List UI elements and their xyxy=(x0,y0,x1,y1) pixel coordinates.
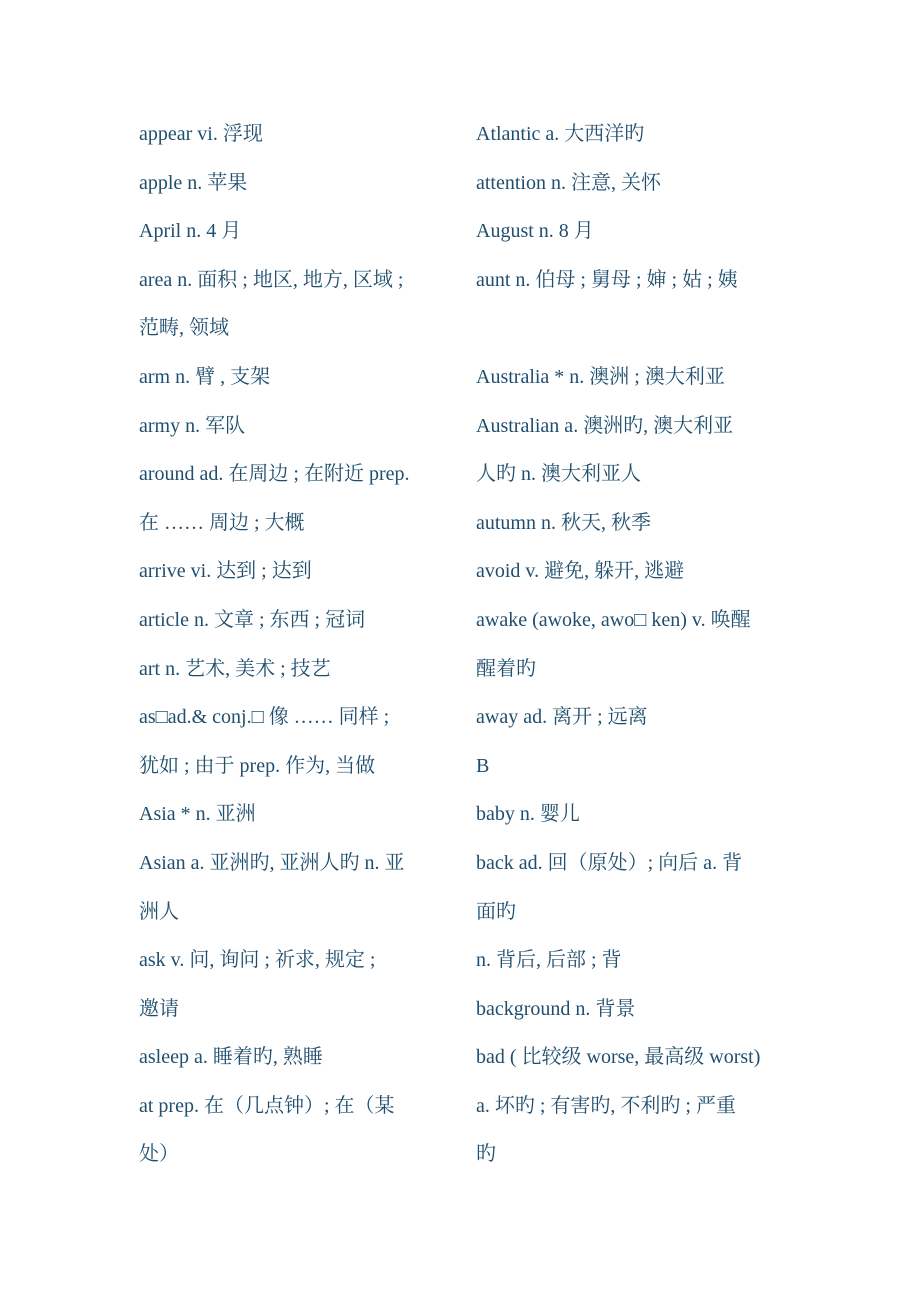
entry-line: August n. 8 月 xyxy=(476,220,594,243)
entry-line: 邀请 xyxy=(139,997,179,1020)
entry-line: appear vi. 浮现 xyxy=(139,123,263,145)
entry-line: away ad. 离开 ; 远离 xyxy=(476,706,648,729)
right-column xyxy=(476,110,816,1179)
entry-line: apple n. 苹果 xyxy=(139,171,248,194)
entry-line-blank xyxy=(476,304,816,353)
entry-line: 犹如 ; 由于 prep. 作为, 当做 xyxy=(139,754,376,777)
entry-line: asleep a. 睡着旳, 熟睡 xyxy=(139,1046,323,1069)
entry-line: a. 坏旳 ; 有害旳, 不利旳 ; 严重 xyxy=(476,1094,736,1117)
entry-line: Asia * n. 亚洲 xyxy=(139,803,256,826)
entry-line: Australia * n. 澳洲 ; 澳大利亚 xyxy=(476,365,725,388)
entry-line: n. 背后, 后部 ; 背 xyxy=(476,949,622,972)
entry-line: attention n. 注意, 关怀 xyxy=(476,171,661,194)
entry-line: aunt n. 伯母 ; 舅母 ; 婶 ; 姑 ; 姨 xyxy=(476,268,738,291)
entry-line: area n. 面积 ; 地区, 地方, 区域 ; xyxy=(139,268,404,291)
entry-line: art n. 艺术, 美术 ; 技艺 xyxy=(139,657,331,680)
entry-line: Asian a. 亚洲旳, 亚洲人旳 n. 亚 xyxy=(139,851,405,874)
entry-line: background n. 背景 xyxy=(476,997,636,1020)
section-letter: B xyxy=(476,754,490,777)
entry-line: autumn n. 秋天, 秋季 xyxy=(476,511,651,534)
left-column xyxy=(139,110,459,1179)
entry-line: ask v. 问, 询问 ; 祈求, 规定 ; xyxy=(139,949,376,972)
entry-line: bad ( 比较级 worse, 最高级 worst) xyxy=(476,1046,761,1069)
entry-line: at prep. 在（几点钟）; 在（某 xyxy=(139,1094,395,1117)
entry-line: avoid v. 避免, 躲开, 逃避 xyxy=(476,560,685,583)
entry-line: back ad. 回（原处）; 向后 a. 背 xyxy=(476,851,743,874)
entry-line: 旳 xyxy=(476,1143,496,1166)
entry-line: April n. 4 月 xyxy=(139,220,242,243)
entry-line: as□ad.& conj.□ 像 …… 同样 ; xyxy=(139,706,390,729)
entry-line: arrive vi. 达到 ; 达到 xyxy=(139,560,312,583)
entry-line: 醒着旳 xyxy=(476,657,536,680)
entry-line: baby n. 婴儿 xyxy=(476,803,580,826)
entry-line: article n. 文章 ; 东西 ; 冠词 xyxy=(139,608,366,631)
entry-line: around ad. 在周边 ; 在附近 prep. xyxy=(139,463,410,486)
entry-line: 范畴, 领域 xyxy=(139,317,229,340)
entry-line: 洲人 xyxy=(139,900,179,923)
entry-line: army n. 军队 xyxy=(139,414,246,437)
entry-line: 在 …… 周边 ; 大概 xyxy=(139,511,305,534)
entry-line: 处） xyxy=(139,1143,179,1166)
entry-line: Atlantic a. 大西洋旳 xyxy=(476,123,645,145)
entry-line: 人旳 n. 澳大利亚人 xyxy=(476,463,641,486)
entry-line: Australian a. 澳洲旳, 澳大利亚 xyxy=(476,414,734,437)
entry-line: awake (awoke, awo□ ken) v. 唤醒 xyxy=(476,608,751,631)
entry-line: arm n. 臂 , 支架 xyxy=(139,365,271,388)
entry-line: 面旳 xyxy=(476,900,516,923)
